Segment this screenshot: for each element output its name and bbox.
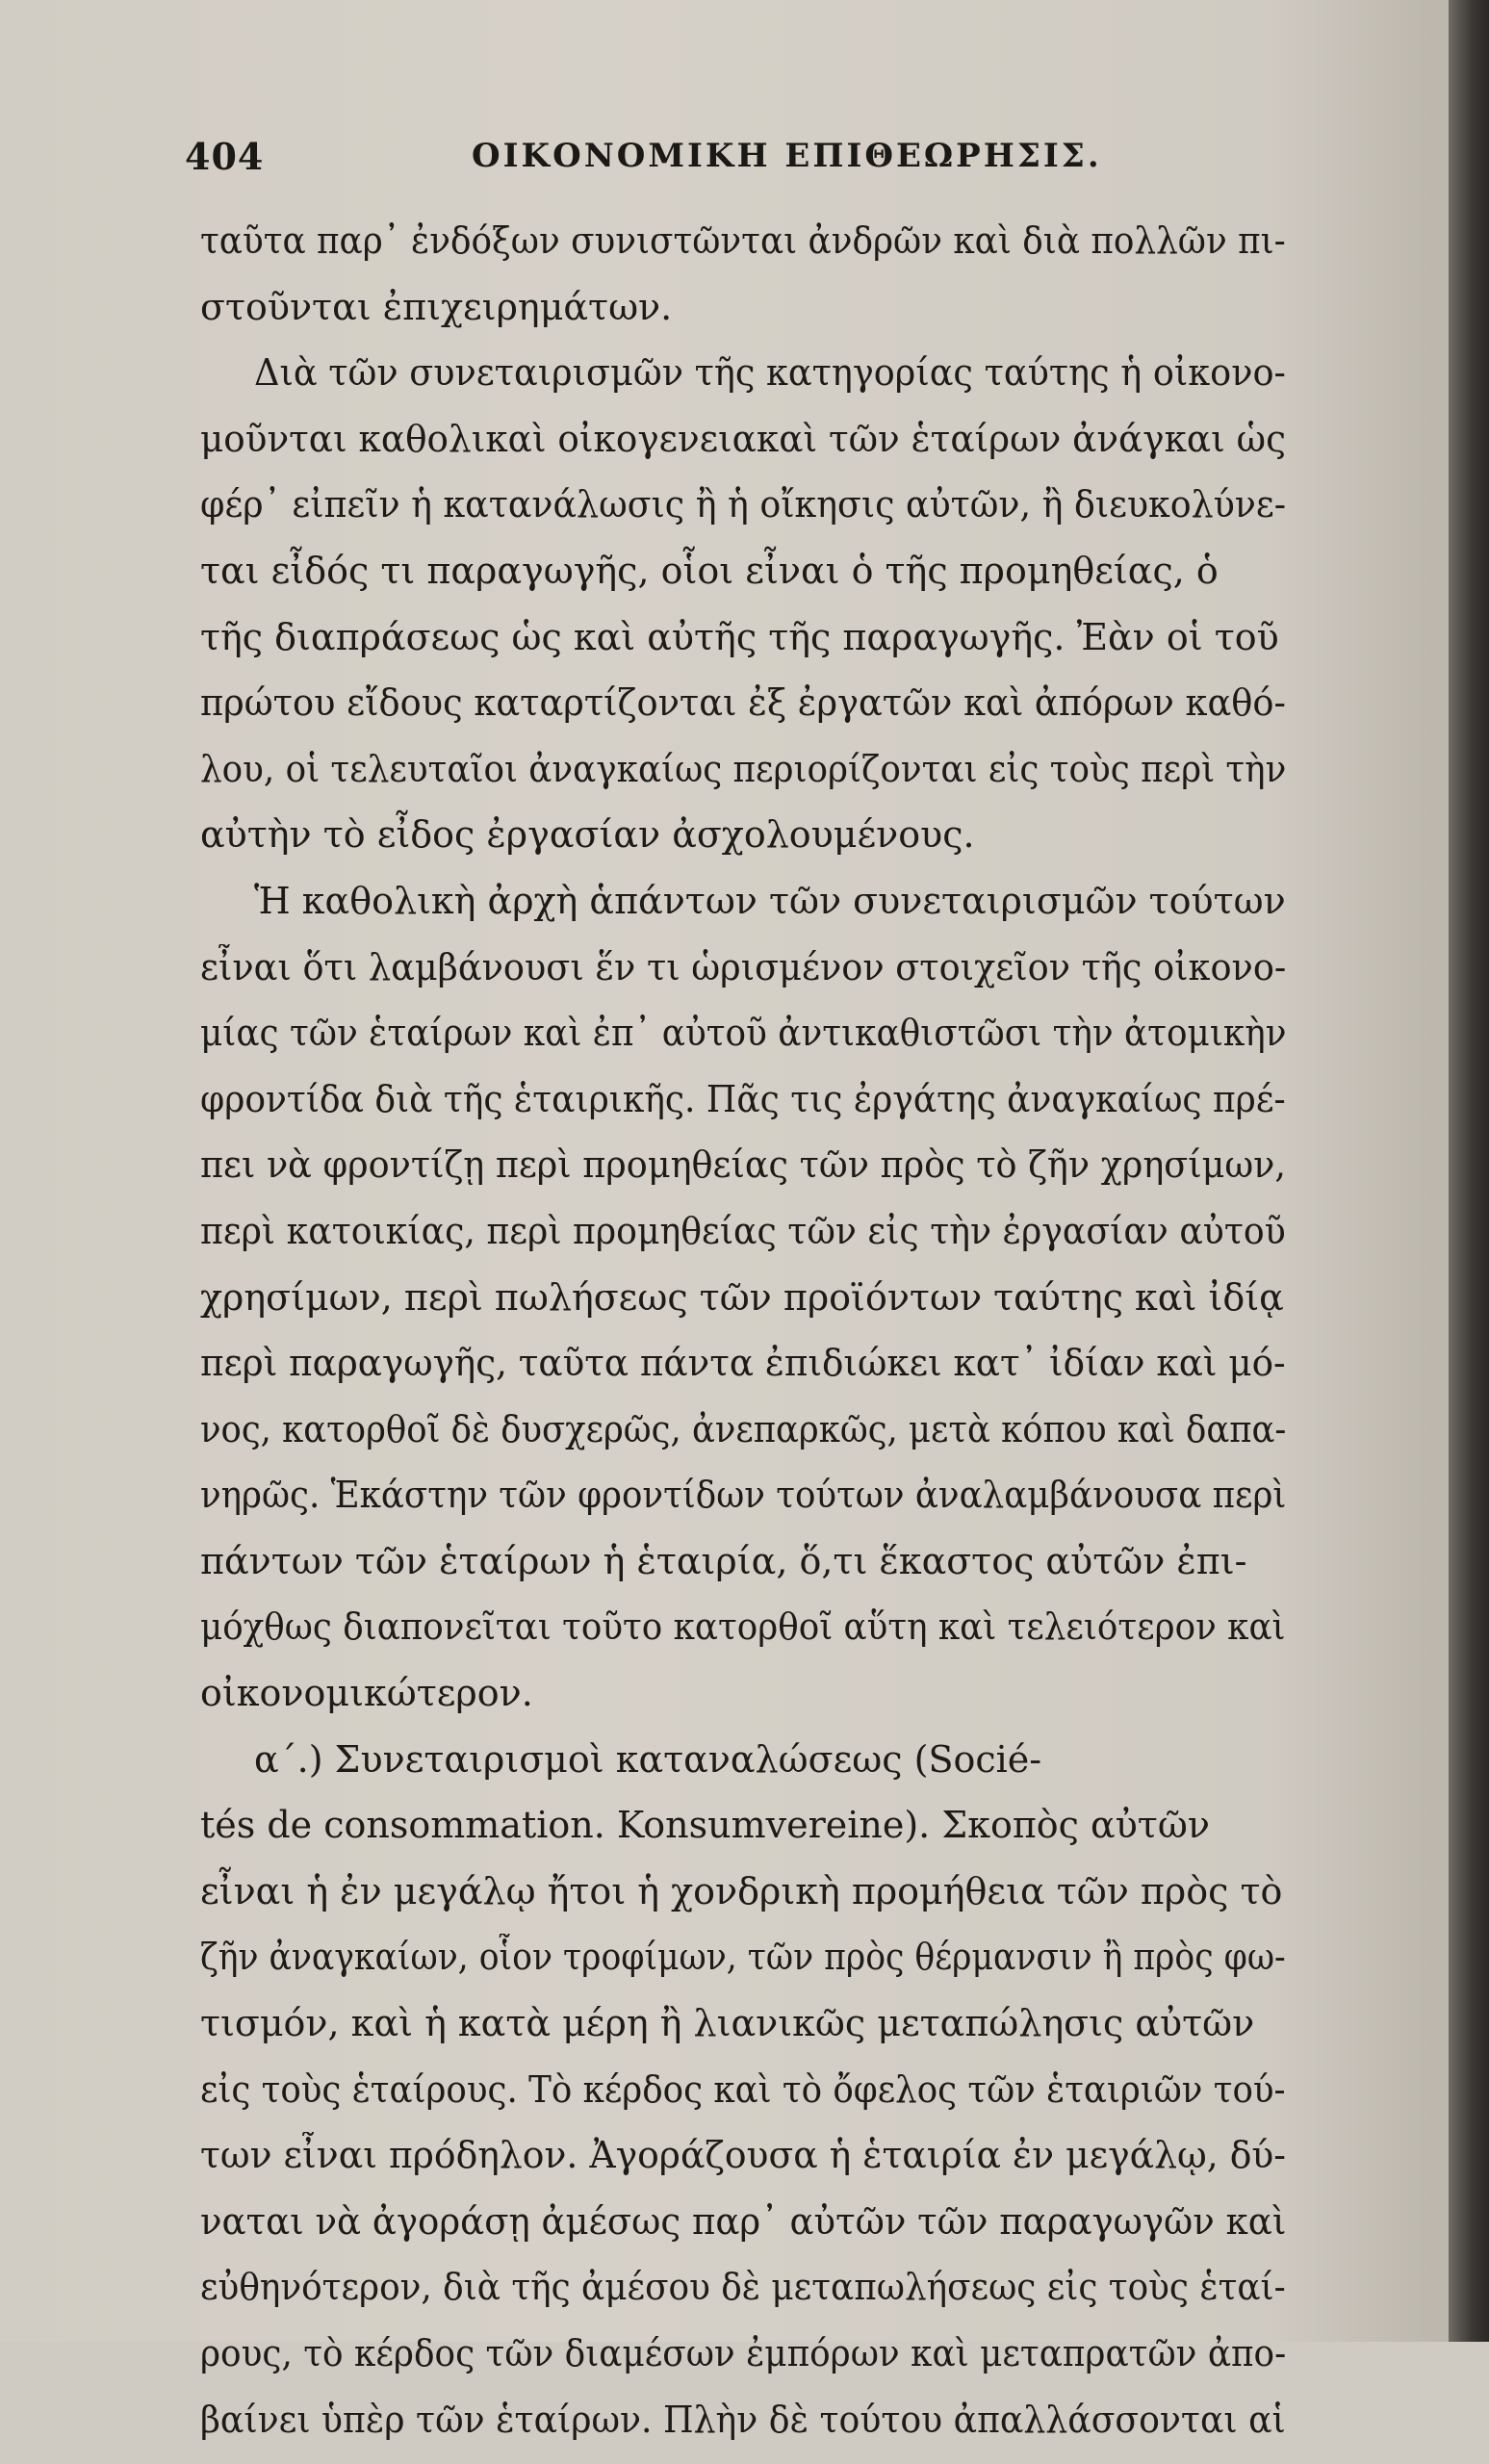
text-line: ζῆν ἀναγκαίων, οἷον τροφίμων, τῶν πρὸς θέρμανσιν ἢ πρὸς φω-: [200, 1936, 1286, 1979]
text-line: φροντίδα διὰ τῆς ἑταιρικῆς. Πᾶς τις ἐργάτης ἀναγκαίως πρέ-: [200, 1077, 1286, 1120]
body-text: [200, 219, 1286, 2464]
section-heading-line: α΄.) Συνεταιρισμοὶ καταναλώσεως (Socié-: [254, 1737, 1042, 1781]
text-line: των εἶναι πρόδηλον. Ἀγοράζουσα ἡ ἑταιρία ἐν μεγάλῳ, δύ-: [200, 2134, 1287, 2177]
text-line: νος, κατορθοῖ δὲ δυσχερῶς, ἀνεπαρκῶς, μετὰ κόπου καὶ δαπα-: [200, 1407, 1287, 1450]
text-line: ναται νὰ ἀγοράσῃ ἀμέσως παρ᾽ αὐτῶν τῶν παραγωγῶν καὶ: [200, 2199, 1287, 2243]
paragraph-start-line: Διὰ τῶν συνεταιρισμῶν τῆς κατηγορίας ταύτης ἡ οἰκονο-: [254, 351, 1286, 395]
running-title: ΟΙΚΟΝΟΜΙΚΗ ΕΠΙΘΕΩΡΗΣΙΣ.: [472, 137, 1102, 175]
page-number: 404: [185, 135, 265, 178]
text-line: μόχθως διαπονεῖται τοῦτο κατορθοῖ αὕτη καὶ τελειότερον καὶ: [200, 1605, 1286, 1649]
book-binding-edge: [1449, 0, 1489, 2342]
text-line: ρους, τὸ κέρδος τῶν διαμέσων ἐμπόρων καὶ μεταπρατῶν ἀπο-: [200, 2332, 1287, 2374]
paragraph-start-line: Ἡ καθολικὴ ἀρχὴ ἁπάντων τῶν συνεταιρισμῶν τούτων: [254, 879, 1286, 922]
text-line: βαίνει ὑπὲρ τῶν ἑταίρων. Πλὴν δὲ τούτου ἀπαλλάσσονται αἱ: [200, 2398, 1286, 2441]
text-line: μίας τῶν ἑταίρων καὶ ἐπ᾽ αὐτοῦ ἀντικαθιστῶσι τὴν ἀτομικὴν: [200, 1012, 1287, 1055]
text-line: λου, οἱ τελευταῖοι ἀναγκαίως περιορίζονται εἰς τοὺς περὶ τὴν: [200, 747, 1287, 790]
text-line: τῆς διαπράσεως ὡς καὶ αὐτῆς τῆς παραγωγῆς. Ἐὰν οἱ τοῦ: [200, 615, 1279, 658]
text-line: φέρ᾽ εἰπεῖν ἡ κατανάλωσις ἢ ἡ οἴκησις αὐτῶν, ἢ διευκολύνε-: [200, 483, 1287, 526]
text-line: οἰκονομικώτερον.: [200, 1672, 533, 1715]
text-line: τισμόν, καὶ ἡ κατὰ μέρη ἢ λιανικῶς μεταπώλησις αὐτῶν: [200, 2002, 1255, 2045]
text-line: εἰς τοὺς ἑταίρους. Τὸ κέρδος καὶ τὸ ὄφελος τῶν ἑταιριῶν τού-: [200, 2067, 1286, 2111]
text-line: μοῦνται καθολικαὶ οἰκογενειακαὶ τῶν ἑταίρων ἀνάγκαι ὡς: [200, 417, 1287, 460]
text-line: εὐθηνότερον, διὰ τῆς ἀμέσου δὲ μεταπωλήσεως εἰς τοὺς ἑταί-: [200, 2266, 1286, 2309]
text-line: εἶναι ἡ ἐν μεγάλῳ ἤτοι ἡ χονδρικὴ προμήθεια τῶν πρὸς τὸ: [200, 1869, 1283, 1912]
text-line: πάντων τῶν ἑταίρων ἡ ἑταιρία, ὅ,τι ἕκαστος αὐτῶν ἐπι-: [200, 1539, 1247, 1582]
text-line: αὐτὴν τὸ εἶδος ἐργασίαν ἀσχολουμένους.: [200, 813, 975, 857]
text-line: περὶ κατοικίας, περὶ προμηθείας τῶν εἰς τὴν ἐργασίαν αὐτοῦ: [200, 1209, 1286, 1252]
text-line: tés de consommation. Konsumvereine). Σκοπὸς αὐτῶν: [200, 1804, 1210, 1847]
text-line: πει νὰ φροντίζῃ περὶ προμηθείας τῶν πρὸς τὸ ζῆν χρησίμων,: [200, 1143, 1287, 1187]
text-line: ται εἶδός τι παραγωγῆς, οἷοι εἶναι ὁ τῆς προμηθείας, ὁ: [200, 549, 1219, 592]
text-line: στοῦνται ἐπιχειρημάτων.: [200, 285, 673, 328]
text-line: πρώτου εἴδους καταρτίζονται ἐξ ἐργατῶν καὶ ἀπόρων καθό-: [200, 681, 1286, 725]
text-line: νηρῶς. Ἑκάστην τῶν φροντίδων τούτων ἀναλαμβάνουσα περὶ: [200, 1474, 1287, 1517]
page-header: [0, 135, 1489, 192]
text-line: εἶναι ὅτι λαμβάνουσι ἕν τι ὡρισμένον στοιχεῖον τῆς οἰκονο-: [200, 945, 1287, 988]
text-line: περὶ παραγωγῆς, ταῦτα πάντα ἐπιδιώκει κατ᾽ ἰδίαν καὶ μό-: [200, 1342, 1286, 1385]
text-line: ταῦτα παρ᾽ ἐνδόξων συνιστῶνται ἀνδρῶν καὶ διὰ πολλῶν πι-: [200, 219, 1286, 262]
text-line: χρησίμων, περὶ πωλήσεως τῶν προϊόντων ταύτης καὶ ἰδίᾳ: [200, 1275, 1284, 1319]
